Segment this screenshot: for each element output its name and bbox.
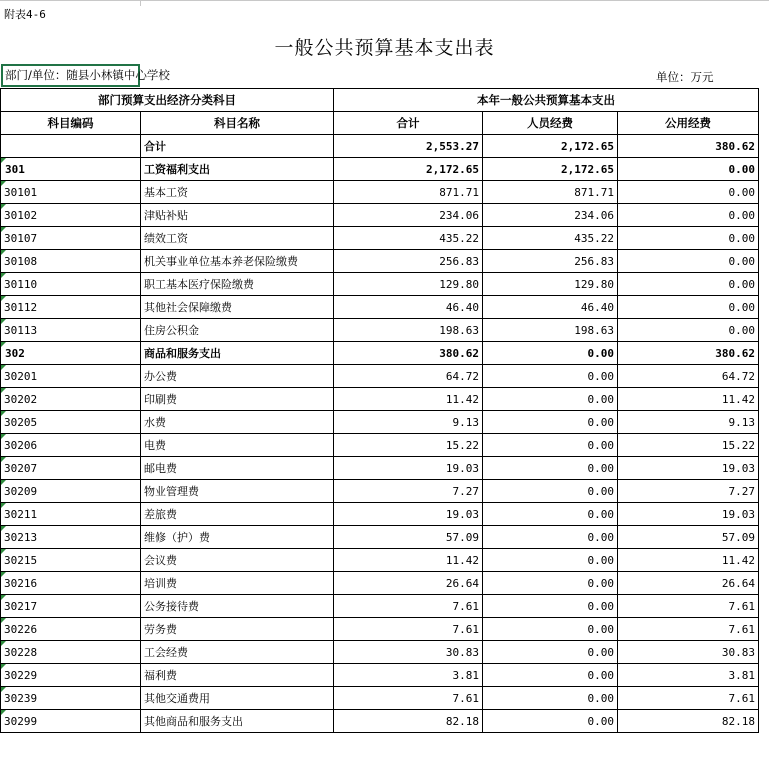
department-cell[interactable]: 部门/单位：随县小林镇中心学校 xyxy=(1,64,140,87)
cell-indicator-icon xyxy=(1,457,6,462)
table-row xyxy=(1,388,759,411)
total-cell[interactable]: 82.18 xyxy=(334,710,483,733)
table-row xyxy=(1,273,759,296)
code-cell[interactable] xyxy=(1,319,141,342)
public-cell[interactable]: 15.22 xyxy=(618,434,759,457)
code-cell[interactable] xyxy=(1,273,141,296)
public-cell[interactable]: 7.61 xyxy=(618,687,759,710)
personnel-cell[interactable]: 234.06 xyxy=(483,204,618,227)
table-row xyxy=(1,181,759,204)
code-text: 30226 xyxy=(4,622,38,636)
total-amount-cell[interactable]: 2,553.27 xyxy=(334,135,483,158)
name-cell[interactable]: 差旅费 xyxy=(141,503,334,526)
public-cell[interactable]: 19.03 xyxy=(618,503,759,526)
personnel-cell[interactable]: 0.00 xyxy=(483,710,618,733)
total-cell[interactable]: 46.40 xyxy=(334,296,483,319)
public-cell[interactable]: 7.61 xyxy=(618,618,759,641)
name-cell[interactable]: 培训费 xyxy=(141,572,334,595)
cell-indicator-icon xyxy=(1,319,6,324)
cell-indicator-icon xyxy=(1,664,6,669)
total-cell[interactable]: 129.80 xyxy=(334,273,483,296)
code-text: 30113 xyxy=(4,323,38,337)
name-cell[interactable]: 其他商品和服务支出 xyxy=(141,710,334,733)
code-cell[interactable] xyxy=(1,181,141,204)
code-text: 302 xyxy=(5,346,25,360)
code-cell[interactable] xyxy=(1,204,141,227)
personnel-cell[interactable]: 0.00 xyxy=(483,549,618,572)
code-cell[interactable] xyxy=(1,457,141,480)
personnel-cell[interactable]: 0.00 xyxy=(483,664,618,687)
name-cell[interactable]: 职工基本医疗保险缴费 xyxy=(141,273,334,296)
personnel-cell[interactable]: 0.00 xyxy=(483,503,618,526)
table-row xyxy=(1,411,759,434)
public-cell[interactable]: 380.62 xyxy=(618,342,759,365)
name-cell[interactable]: 工会经费 xyxy=(141,641,334,664)
code-text: 30108 xyxy=(4,254,38,268)
table-row xyxy=(1,572,759,595)
name-cell[interactable]: 劳务费 xyxy=(141,618,334,641)
total-cell[interactable]: 30.83 xyxy=(334,641,483,664)
personnel-cell[interactable]: 0.00 xyxy=(483,411,618,434)
total-cell[interactable]: 64.72 xyxy=(334,365,483,388)
table-row xyxy=(1,480,759,503)
header-column-row xyxy=(1,112,759,135)
name-cell[interactable]: 福利费 xyxy=(141,664,334,687)
cell-indicator-icon xyxy=(1,710,6,715)
code-cell[interactable] xyxy=(1,526,141,549)
code-text: 30213 xyxy=(4,530,38,544)
cell-indicator-icon xyxy=(1,296,6,301)
personnel-cell[interactable]: 0.00 xyxy=(483,526,618,549)
total-cell[interactable]: 7.27 xyxy=(334,480,483,503)
total-cell[interactable]: 57.09 xyxy=(334,526,483,549)
code-text: 30101 xyxy=(4,185,38,199)
total-cell[interactable]: 234.06 xyxy=(334,204,483,227)
code-cell[interactable] xyxy=(1,434,141,457)
name-cell[interactable]: 绩效工资 xyxy=(141,227,334,250)
sheet-gridline xyxy=(0,0,769,1)
name-cell[interactable]: 电费 xyxy=(141,434,334,457)
total-cell[interactable]: 7.61 xyxy=(334,618,483,641)
code-text: 30211 xyxy=(4,507,38,521)
code-text: 30217 xyxy=(4,599,38,613)
code-cell[interactable] xyxy=(1,365,141,388)
total-row xyxy=(1,135,759,158)
sheet-column-divider xyxy=(140,0,141,6)
public-cell[interactable]: 0.00 xyxy=(618,158,759,181)
code-text: 30207 xyxy=(4,461,38,475)
personnel-cell[interactable]: 0.00 xyxy=(483,434,618,457)
name-cell[interactable]: 公务接待费 xyxy=(141,595,334,618)
public-cell[interactable]: 0.00 xyxy=(618,319,759,342)
table-row xyxy=(1,526,759,549)
public-cell[interactable]: 0.00 xyxy=(618,273,759,296)
code-text: 30215 xyxy=(4,553,38,567)
total-cell[interactable]: 871.71 xyxy=(334,181,483,204)
total-cell[interactable]: 19.03 xyxy=(334,457,483,480)
cell-indicator-icon xyxy=(1,342,6,347)
personnel-cell[interactable]: 0.00 xyxy=(483,342,618,365)
table-row xyxy=(1,365,759,388)
public-cell[interactable]: 26.64 xyxy=(618,572,759,595)
public-cell[interactable]: 0.00 xyxy=(618,250,759,273)
code-text: 301 xyxy=(5,162,25,176)
public-cell[interactable]: 0.00 xyxy=(618,296,759,319)
code-cell[interactable] xyxy=(1,664,141,687)
cell-indicator-icon xyxy=(1,687,6,692)
code-cell[interactable] xyxy=(1,572,141,595)
name-cell[interactable]: 邮电费 xyxy=(141,457,334,480)
cell-indicator-icon xyxy=(1,158,6,163)
code-cell[interactable] xyxy=(1,710,141,733)
public-cell[interactable]: 19.03 xyxy=(618,457,759,480)
code-text: 30102 xyxy=(4,208,38,222)
code-text: 30205 xyxy=(4,415,38,429)
public-cell[interactable]: 7.61 xyxy=(618,595,759,618)
code-text: 30239 xyxy=(4,691,38,705)
total-cell[interactable]: 7.61 xyxy=(334,595,483,618)
table-row xyxy=(1,319,759,342)
code-cell[interactable] xyxy=(1,250,141,273)
table-row xyxy=(1,250,759,273)
name-cell[interactable]: 物业管理费 xyxy=(141,480,334,503)
name-cell[interactable]: 住房公积金 xyxy=(141,319,334,342)
category-row xyxy=(1,342,759,365)
code-text: 30112 xyxy=(4,300,38,314)
code-text: 30107 xyxy=(4,231,38,245)
table-row xyxy=(1,618,759,641)
header-group-left: 部门预算支出经济分类科目 xyxy=(1,89,334,112)
code-cell[interactable] xyxy=(1,549,141,572)
code-text: 30229 xyxy=(4,668,38,682)
total-cell[interactable]: 3.81 xyxy=(334,664,483,687)
cell-indicator-icon xyxy=(1,572,6,577)
table-row xyxy=(1,664,759,687)
total-cell[interactable]: 26.64 xyxy=(334,572,483,595)
public-cell[interactable]: 11.42 xyxy=(618,388,759,411)
code-cell[interactable] xyxy=(1,687,141,710)
name-cell[interactable]: 其他社会保障缴费 xyxy=(141,296,334,319)
cell-indicator-icon xyxy=(1,227,6,232)
cell-indicator-icon xyxy=(1,618,6,623)
table-row xyxy=(1,641,759,664)
code-text: 30299 xyxy=(4,714,38,728)
cell-indicator-icon xyxy=(1,273,6,278)
budget-table xyxy=(0,88,759,733)
table-row xyxy=(1,549,759,572)
code-cell[interactable] xyxy=(1,342,141,365)
code-cell[interactable] xyxy=(1,503,141,526)
public-cell[interactable]: 7.27 xyxy=(618,480,759,503)
code-cell[interactable] xyxy=(1,480,141,503)
total-cell[interactable]: 9.13 xyxy=(334,411,483,434)
sheet-tag: 附表4-6 xyxy=(4,8,46,21)
header-personnel: 人员经费 xyxy=(483,112,618,135)
personnel-cell[interactable]: 435.22 xyxy=(483,227,618,250)
cell-indicator-icon xyxy=(1,411,6,416)
total-cell[interactable]: 2,172.65 xyxy=(334,158,483,181)
code-text: 30201 xyxy=(4,369,38,383)
personnel-cell[interactable]: 198.63 xyxy=(483,319,618,342)
table-row xyxy=(1,595,759,618)
name-cell[interactable]: 印刷费 xyxy=(141,388,334,411)
cell-indicator-icon xyxy=(1,480,6,485)
category-row xyxy=(1,158,759,181)
public-cell[interactable]: 0.00 xyxy=(618,181,759,204)
personnel-cell[interactable]: 0.00 xyxy=(483,618,618,641)
header-public: 公用经费 xyxy=(618,112,759,135)
personnel-cell[interactable]: 0.00 xyxy=(483,572,618,595)
public-cell[interactable]: 11.42 xyxy=(618,549,759,572)
public-cell[interactable]: 30.83 xyxy=(618,641,759,664)
personnel-cell[interactable]: 871.71 xyxy=(483,181,618,204)
personnel-cell[interactable]: 0.00 xyxy=(483,595,618,618)
table-row xyxy=(1,434,759,457)
cell-indicator-icon xyxy=(1,388,6,393)
personnel-cell[interactable]: 0.00 xyxy=(483,365,618,388)
name-cell[interactable]: 工资福利支出 xyxy=(141,158,334,181)
table-row xyxy=(1,457,759,480)
cell-indicator-icon xyxy=(1,204,6,209)
name-cell[interactable]: 其他交通费用 xyxy=(141,687,334,710)
personnel-cell[interactable]: 129.80 xyxy=(483,273,618,296)
total-cell[interactable]: 435.22 xyxy=(334,227,483,250)
cell-indicator-icon xyxy=(1,503,6,508)
code-text: 30110 xyxy=(4,277,38,291)
public-cell[interactable]: 64.72 xyxy=(618,365,759,388)
total-cell[interactable]: 15.22 xyxy=(334,434,483,457)
personnel-cell[interactable]: 0.00 xyxy=(483,480,618,503)
name-cell[interactable]: 会议费 xyxy=(141,549,334,572)
public-cell[interactable]: 57.09 xyxy=(618,526,759,549)
table-row xyxy=(1,503,759,526)
code-cell[interactable] xyxy=(1,388,141,411)
total-cell[interactable]: 380.62 xyxy=(334,342,483,365)
code-cell[interactable] xyxy=(1,595,141,618)
code-text: 30209 xyxy=(4,484,38,498)
name-cell[interactable]: 维修（护）费 xyxy=(141,526,334,549)
total-cell[interactable]: 11.42 xyxy=(334,388,483,411)
total-cell[interactable]: 11.42 xyxy=(334,549,483,572)
name-cell[interactable]: 商品和服务支出 xyxy=(141,342,334,365)
total-name-cell[interactable]: 合计 xyxy=(141,135,334,158)
total-cell[interactable]: 19.03 xyxy=(334,503,483,526)
personnel-cell[interactable]: 0.00 xyxy=(483,457,618,480)
code-cell[interactable] xyxy=(1,618,141,641)
public-cell[interactable]: 9.13 xyxy=(618,411,759,434)
table-row xyxy=(1,204,759,227)
public-cell[interactable]: 0.00 xyxy=(618,204,759,227)
personnel-cell[interactable]: 0.00 xyxy=(483,687,618,710)
cell-indicator-icon xyxy=(1,526,6,531)
personnel-cell[interactable]: 2,172.65 xyxy=(483,158,618,181)
header-group-right: 本年一般公共预算基本支出 xyxy=(334,89,759,112)
table-row xyxy=(1,296,759,319)
name-cell[interactable]: 津贴补贴 xyxy=(141,204,334,227)
personnel-cell[interactable]: 0.00 xyxy=(483,388,618,411)
code-text: 30216 xyxy=(4,576,38,590)
header-total: 合计 xyxy=(334,112,483,135)
cell-indicator-icon xyxy=(1,250,6,255)
personnel-cell[interactable]: 0.00 xyxy=(483,641,618,664)
public-cell[interactable]: 0.00 xyxy=(618,227,759,250)
code-cell[interactable] xyxy=(1,296,141,319)
table-row xyxy=(1,227,759,250)
cell-indicator-icon xyxy=(1,641,6,646)
cell-indicator-icon xyxy=(1,365,6,370)
name-cell[interactable]: 水费 xyxy=(141,411,334,434)
code-cell[interactable] xyxy=(1,227,141,250)
cell-indicator-icon xyxy=(1,595,6,600)
unit-label: 单位：万元 xyxy=(656,70,714,84)
name-cell[interactable]: 办公费 xyxy=(141,365,334,388)
total-code-cell[interactable] xyxy=(1,135,141,158)
total-cell[interactable]: 198.63 xyxy=(334,319,483,342)
code-text: 30202 xyxy=(4,392,38,406)
public-cell[interactable]: 3.81 xyxy=(618,664,759,687)
name-cell[interactable]: 基本工资 xyxy=(141,181,334,204)
total-cell[interactable]: 7.61 xyxy=(334,687,483,710)
total-public-cell[interactable]: 380.62 xyxy=(618,135,759,158)
page-title: 一般公共预算基本支出表 xyxy=(274,37,495,59)
total-personnel-cell[interactable]: 2,172.65 xyxy=(483,135,618,158)
code-cell[interactable] xyxy=(1,641,141,664)
code-text: 30206 xyxy=(4,438,38,452)
name-cell[interactable]: 机关事业单位基本养老保险缴费 xyxy=(141,250,334,273)
table-row xyxy=(1,710,759,733)
code-text: 30228 xyxy=(4,645,38,659)
cell-indicator-icon xyxy=(1,434,6,439)
header-group-row xyxy=(1,89,759,112)
total-cell[interactable]: 256.83 xyxy=(334,250,483,273)
personnel-cell[interactable]: 256.83 xyxy=(483,250,618,273)
cell-indicator-icon xyxy=(1,549,6,554)
header-code: 科目编码 xyxy=(1,112,141,135)
header-name: 科目名称 xyxy=(141,112,334,135)
code-cell[interactable] xyxy=(1,158,141,181)
public-cell[interactable]: 82.18 xyxy=(618,710,759,733)
table-row xyxy=(1,687,759,710)
code-cell[interactable] xyxy=(1,411,141,434)
personnel-cell[interactable]: 46.40 xyxy=(483,296,618,319)
cell-indicator-icon xyxy=(1,181,6,186)
